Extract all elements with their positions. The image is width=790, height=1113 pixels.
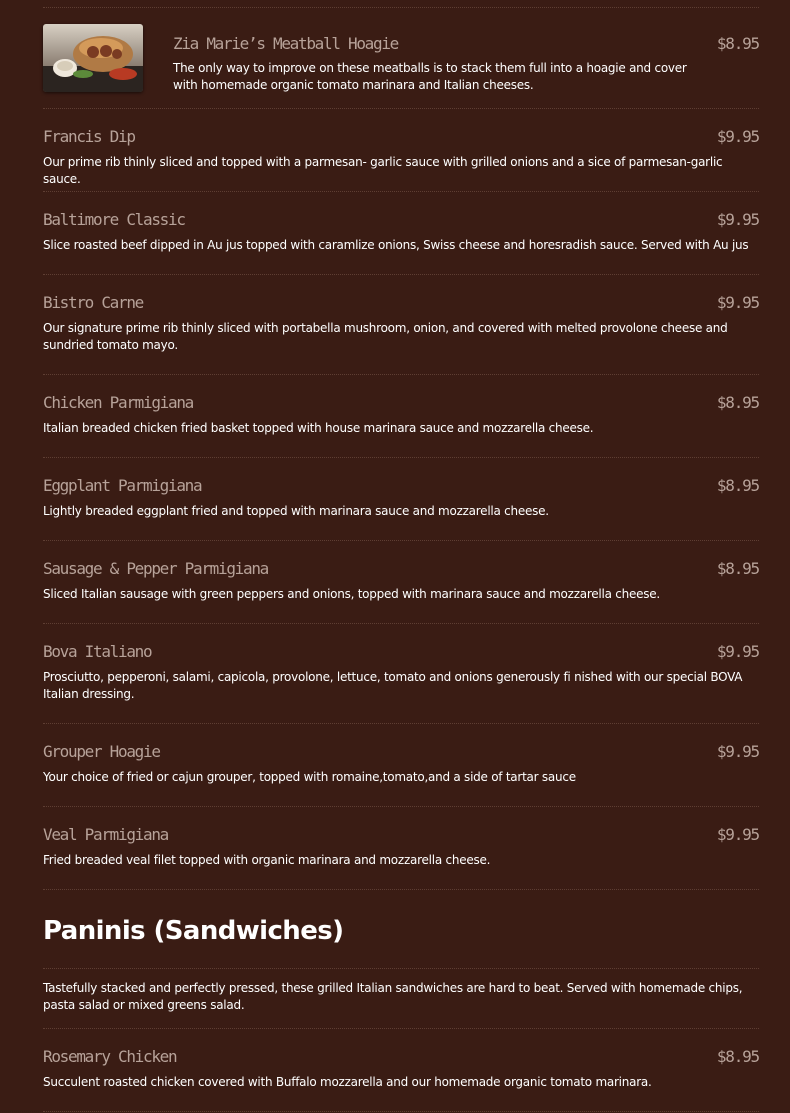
item-price: $9.95 [716,642,759,661]
item-price: $9.95 [716,210,759,229]
menu-item-bistro-carne [43,275,759,374]
section-intro-block [43,969,759,1028]
item-description: Your choice of fried or cajun grouper, topped with romaine,tomato,and a side of tartar sauce [43,770,576,784]
item-price: $8.95 [716,393,759,412]
section-paninis [43,890,759,968]
item-description: Our signature prime rib thinly sliced with portabella mushroom, onion, and covered with melted provolone cheese and sundried tomato mayo. [43,321,728,352]
menu-item-zia-maries-meatball-hoagie [43,8,759,108]
item-price: $8.95 [716,476,759,495]
item-price: $9.95 [716,293,759,312]
item-description: The only way to improve on these meatballs is to stack them full into a hoagie and cover with homemade organic tomato marinara and Italian cheeses. [173,61,687,92]
item-text [173,34,713,94]
menu-item-veal-parmigiana [43,807,759,889]
item-price: $9.95 [716,127,759,146]
item-name: Veal Parmigiana [43,825,168,844]
menu-item-francis-dip [43,109,759,191]
item-name: Zia Marie’s Meatball Hoagie [173,34,398,53]
item-name: Baltimore Classic [43,210,185,229]
item-price: $9.95 [716,742,759,761]
item-description: Our prime rib thinly sliced and topped with a parmesan- garlic sauce with grilled onions and a sice of parmesan-garlic sauce. [43,155,723,186]
item-description: Slice roasted beef dipped in Au jus topped with caramlize onions, Swiss cheese and horesradish sauce. Served with Au jus [43,238,749,252]
item-price: $8.95 [716,559,759,578]
divider [43,1111,759,1112]
item-name: Bistro Carne [43,293,143,312]
item-description: Sliced Italian sausage with green peppers and onions, topped with marinara sauce and mozzarella cheese. [43,587,660,601]
meatball-hoagie-photo [43,24,143,92]
menu-item-chicken-parmigiana [43,375,759,457]
item-description: Fried breaded veal filet topped with organic marinara and mozzarella cheese. [43,853,491,867]
section-title: Paninis (Sandwiches) [43,916,344,946]
item-description: Succulent roasted chicken covered with Buffalo mozzarella and our homemade organic tomato marinara. [43,1075,652,1089]
menu-list [43,0,759,1112]
item-description: Lightly breaded eggplant fried and topped with marinara sauce and mozzarella cheese. [43,504,549,518]
item-description: Prosciutto, pepperoni, salami, capicola, provolone, lettuce, tomato and onions generously fi nished with our special BOVA Italian dressing. [43,670,743,701]
item-description: Italian breaded chicken fried basket topped with house marinara sauce and mozzarella cheese. [43,421,594,435]
item-name: Rosemary Chicken [43,1047,177,1066]
item-name: Francis Dip [43,127,135,146]
item-name: Chicken Parmigiana [43,393,193,412]
item-name: Eggplant Parmigiana [43,476,202,495]
item-name: Bova Italiano [43,642,152,661]
item-name: Sausage & Pepper Parmigiana [43,559,268,578]
item-name: Grouper Hoagie [43,742,160,761]
item-price: $8.95 [716,34,759,53]
menu-item-rosemary-chicken [43,1029,759,1111]
item-price: $8.95 [716,1047,759,1066]
menu-item-bova-italiano [43,624,759,723]
section-intro: Tastefully stacked and perfectly pressed, these grilled Italian sandwiches are hard to beat. Served with homemade chips, pasta salad or mixed greens salad. [43,981,743,1012]
menu-item-eggplant-parmigiana [43,458,759,540]
item-price: $9.95 [716,825,759,844]
menu-item-baltimore-classic [43,192,759,274]
menu-item-sausage-pepper-parmigiana [43,541,759,623]
menu-item-grouper-hoagie [43,724,759,806]
